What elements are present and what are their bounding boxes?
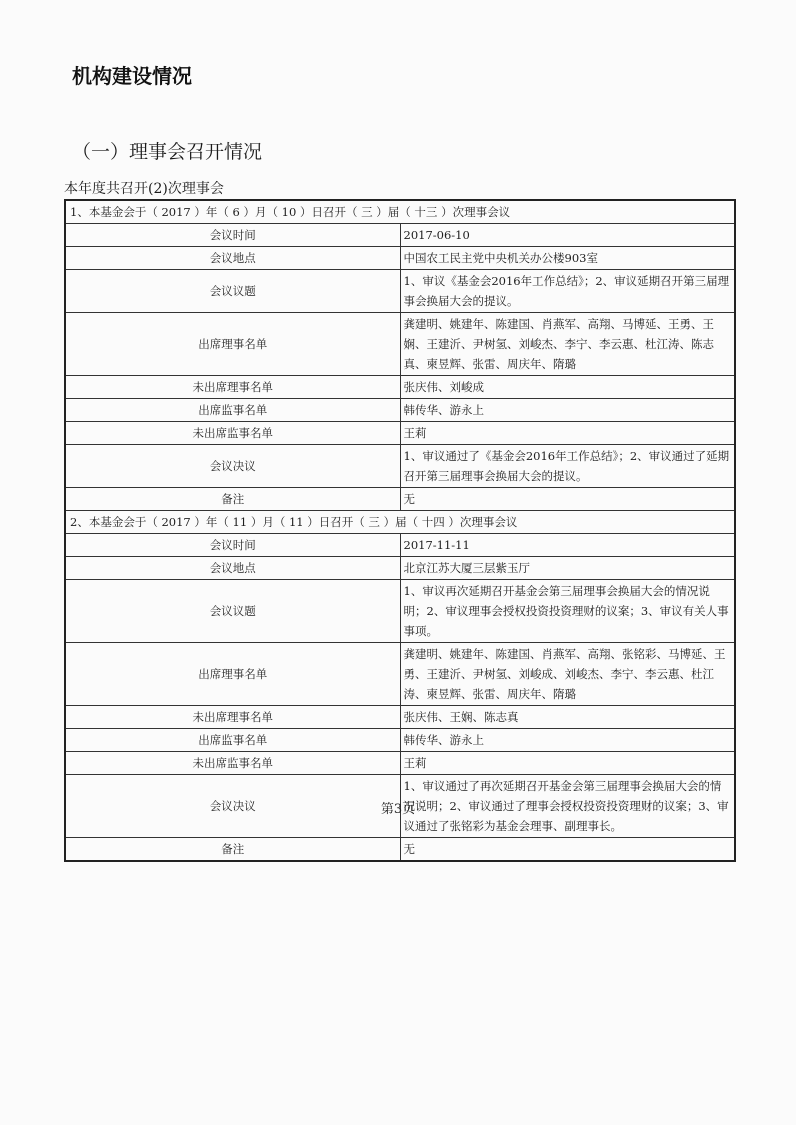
- table-row: [65, 224, 735, 247]
- present-directors-label: 出席理事名单: [65, 313, 400, 376]
- board-meeting-table: [64, 199, 736, 862]
- meeting-header-row: [65, 200, 735, 224]
- page-number: 第3页: [380, 802, 416, 817]
- table-row: [65, 729, 735, 752]
- table-row: [65, 270, 735, 313]
- absent-supervisors-value: 王莉: [400, 422, 735, 445]
- table-row: [65, 313, 735, 376]
- table-row: [65, 557, 735, 580]
- absent-directors-value: 张庆伟、刘峻成: [400, 376, 735, 399]
- topics-value: 1、审议再次延期召开基金会第三届理事会换届大会的情况说明；2、审议理事会授权投资投资理财的议案；3、审议有关人事事项。: [400, 580, 735, 643]
- topics-label: 会议议题: [65, 580, 400, 643]
- table-row: [65, 534, 735, 557]
- present-supervisors-value: 韩传华、游永上: [400, 399, 735, 422]
- page-title: 机构建设情况: [72, 64, 192, 88]
- table-row: [65, 445, 735, 488]
- resolutions-label: 会议决议: [65, 445, 400, 488]
- time-value: 2017-11-11: [400, 534, 735, 557]
- place-label: 会议地点: [65, 247, 400, 270]
- table-row: [65, 752, 735, 775]
- table-row: [65, 422, 735, 445]
- meeting-summary: 本年度共召开(2)次理事会: [64, 181, 224, 197]
- absent-supervisors-value: 王莉: [400, 752, 735, 775]
- present-directors-value: 龚建明、姚建年、陈建国、肖燕军、高翔、张铭彩、马博延、王勇、王建沂、尹树氢、刘峻成、刘峻杰、李宁、李云惠、杜江涛、柬昱辉、张雷、周庆年、隋璐: [400, 643, 735, 706]
- present-directors-label: 出席理事名单: [65, 643, 400, 706]
- table-row: [65, 399, 735, 422]
- present-supervisors-value: 韩传华、游永上: [400, 729, 735, 752]
- time-value: 2017-06-10: [400, 224, 735, 247]
- table-row: [65, 488, 735, 511]
- place-value: 北京江苏大厦三层紫玉厅: [400, 557, 735, 580]
- remarks-value: 无: [400, 838, 735, 862]
- table-row: [65, 706, 735, 729]
- place-label: 会议地点: [65, 557, 400, 580]
- absent-directors-value: 张庆伟、王娴、陈志真: [400, 706, 735, 729]
- absent-directors-label: 未出席理事名单: [65, 376, 400, 399]
- section-title: （一）理事会召开情况: [72, 141, 263, 163]
- meeting-header: 1、本基金会于（ 2017 ）年（ 6 ）月（ 10 ）日召开（ 三 ）届（ 十三 ）次理事会议: [65, 200, 735, 224]
- present-supervisors-label: 出席监事名单: [65, 729, 400, 752]
- resolutions-value: 1、审议通过了再次延期召开基金会第三届理事会换届大会的情况说明；2、审议通过了理事会授权投资投资理财的议案；3、审议通过了张铭彩为基金会理事、副理事长。: [400, 775, 735, 838]
- present-supervisors-label: 出席监事名单: [65, 399, 400, 422]
- absent-supervisors-label: 未出席监事名单: [65, 752, 400, 775]
- table-row: [65, 580, 735, 643]
- meeting-header-row: [65, 511, 735, 534]
- remarks-label: 备注: [65, 488, 400, 511]
- resolutions-value: 1、审议通过了《基金会2016年工作总结》；2、审议通过了延期召开第三届理事会换届大会的提议。: [400, 445, 735, 488]
- meeting-header: 2、本基金会于（ 2017 ）年（ 11 ）月（ 11 ）日召开（ 三 ）届（ 十四 ）次理事会议: [65, 511, 735, 534]
- time-label: 会议时间: [65, 534, 400, 557]
- topics-value: 1、审议《基金会2016年工作总结》；2、审议延期召开第三届理事会换届大会的提议。: [400, 270, 735, 313]
- absent-supervisors-label: 未出席监事名单: [65, 422, 400, 445]
- table-row: [65, 838, 735, 862]
- table-row: [65, 376, 735, 399]
- table-row: [65, 247, 735, 270]
- place-value: 中国农工民主党中央机关办公楼903室: [400, 247, 735, 270]
- present-directors-value: 龚建明、姚建年、陈建国、肖燕军、高翔、马博延、王勇、王娴、王建沂、尹树氢、刘峻杰、李宁、李云惠、杜江涛、陈志真、柬昱辉、张雷、周庆年、隋璐: [400, 313, 735, 376]
- time-label: 会议时间: [65, 224, 400, 247]
- remarks-value: 无: [400, 488, 735, 511]
- resolutions-label: 会议决议: [65, 775, 400, 838]
- absent-directors-label: 未出席理事名单: [65, 706, 400, 729]
- table-row: [65, 643, 735, 706]
- remarks-label: 备注: [65, 838, 400, 862]
- topics-label: 会议议题: [65, 270, 400, 313]
